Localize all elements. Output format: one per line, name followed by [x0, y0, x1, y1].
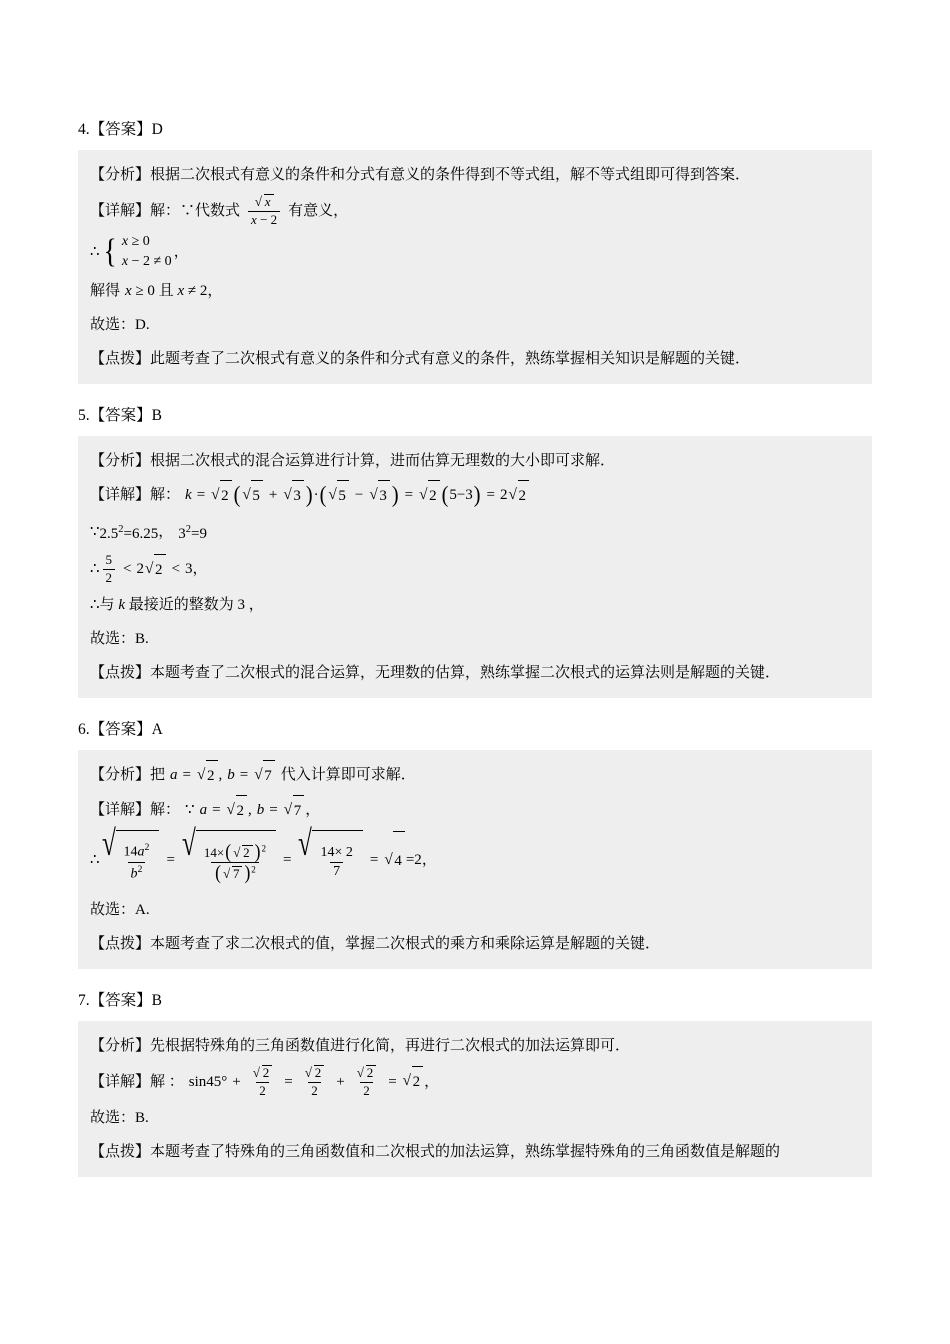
choice-row-6 — [90, 895, 860, 925]
detail-prefix-5: 解： — [150, 487, 181, 504]
detail-formula-4b: 有意义， — [288, 202, 349, 219]
detail-tag-6: 【详解】 — [90, 802, 151, 819]
analysis-tag-6: 【分析】 — [90, 767, 151, 784]
comma-5b: ， — [192, 561, 208, 578]
detail-row-5-range: ∴ $\frac{5}{2}$ < 2 √ 2 < 3 ， — [90, 553, 860, 586]
therefore-symbol-5b: ∴ — [90, 596, 100, 613]
hint-tag-7: 【点拨】 — [90, 1143, 151, 1160]
sqrt-14a2-over-b2: √ $\frac{14a^2}{b^2}$ — [102, 830, 160, 891]
detail-row-4-system — [90, 232, 860, 272]
solution-item-4 — [78, 112, 872, 384]
because-symbol-5: ∵ — [90, 523, 100, 540]
comma-5: ， — [158, 523, 174, 540]
analysis-tag-7: 【分析】 — [90, 1037, 151, 1054]
sqrt-2-result: √ 2 — [403, 1066, 424, 1097]
system-line-2: x − 2 ≠ 0 — [121, 253, 172, 269]
choice-text-4: 故选：D. — [90, 316, 150, 333]
sqrt-5: √ 5 — [242, 480, 263, 511]
explanation-block-6 — [78, 750, 872, 969]
analysis-text-7: 先根据特殊角的三角函数值进行化简，再进行二次根式的加法运算即可． — [150, 1037, 631, 1054]
sqrt-14x2-over-7-expanded: √ $\frac{14\times( √ 2 )^2}{( √ 7 )^2}$ — [182, 830, 276, 891]
analysis-text-5: 根据二次根式的混合运算进行计算，进而估算无理数的大小即可求解． — [150, 452, 616, 469]
solution-4: x ≥ 0 且 x ≠ 2 — [125, 282, 208, 299]
fraction-sqrtx-over-x-minus-2: √ $\frac{x}{x - 2}$ — [248, 194, 280, 228]
fraction-sqrt2-over-2-c: √ $\frac{2}{2}$ — [353, 1065, 381, 1099]
hint-text-4: 此题考查了二次根式有意义的条件和分式有意义的条件，熟练掌握相关知识是解题的关键． — [150, 350, 751, 367]
analysis-tag-5: 【分析】 — [90, 452, 151, 469]
hint-row-6 — [90, 929, 860, 959]
hint-tag-5: 【点拨】 — [90, 664, 151, 681]
system-line-1: x ≥ 0 — [121, 233, 150, 249]
detail-row-5-nearest: ∴ 与 k 最接近的整数为 3 ， — [90, 590, 860, 620]
sin45-term: sin45° — [188, 1073, 228, 1090]
choice-text-6: 故选：A. — [90, 901, 150, 918]
detail-row-6-calc: ∴ √ $\frac{14a^2}{b^2}$ = √ $\frac{14\times( √ 2 )^2}{( √ 7 )^2}$ = √ $\frac{14\times 2}{7}$ = √ 4 =2 ， — [90, 830, 860, 891]
sqrt-2-b: √ 2 — [419, 480, 440, 511]
analysis-row-4 — [90, 160, 860, 190]
solution-item-6 — [78, 712, 872, 969]
detail-prefix-7: 解 ： — [150, 1073, 184, 1090]
sqrt-2: √ 2 — [211, 480, 232, 511]
sqrt-14x2-over-7: √ $\frac{14\times 2}{7}$ — [298, 830, 362, 891]
comma-4: ， — [173, 243, 189, 260]
answer-line-4: 4.【答案】D — [78, 121, 163, 138]
choice-text-5: 故选：B. — [90, 630, 149, 647]
hint-tag-6: 【点拨】 — [90, 935, 151, 952]
detail-row-4-solution — [90, 276, 860, 306]
therefore-symbol-6: ∴ — [90, 852, 100, 869]
fraction-sqrt2-over-2-a: √ $\frac{2}{2}$ — [249, 1065, 277, 1099]
therefore-symbol-5: ∴ — [90, 561, 100, 578]
detail-tag-7: 【详解】 — [90, 1073, 151, 1090]
solution-item-5 — [78, 398, 872, 698]
detail-row-7: 【详解】 解 ： sin45° + √ $\frac{2}{2}$ = √ $\frac{2}{2}$ + √ $\frac{2}{2}$ = √ 2 ， — [90, 1065, 860, 1099]
detail-prefix-4: 解： — [150, 202, 181, 219]
answer-line-7: 7.【答案】B — [78, 991, 162, 1009]
detail-row-5-estimate: ∵ $2.5^2=6.25$ ， $3^2=9$ — [90, 515, 860, 549]
choice-row-4 — [90, 310, 860, 340]
detail-formula-4a: ∵代数式 — [180, 202, 241, 219]
solve-label-4: 解得 — [90, 282, 121, 299]
hint-text-6: 本题考查了求二次根式的值，掌握二次根式的乘方和乘除运算是解题的关键． — [150, 935, 661, 952]
sqrt-7-b: √ 7 — [284, 795, 305, 826]
detail-tag-5: 【详解】 — [90, 487, 151, 504]
hint-row-7 — [90, 1137, 860, 1167]
sqrt-5-b: √ 5 — [328, 480, 349, 511]
analysis-row-6: 【分析】 把 a = √ 2 , b = √ 7 代入计算即可求解． — [90, 760, 860, 791]
sqrt-2-e: √ 2 — [197, 760, 218, 791]
explanation-block-4 — [78, 150, 872, 384]
analysis-text-4: 根据二次根式有意义的条件和分式有意义的条件得到不等式组，解不等式组即可得到答案． — [150, 167, 751, 183]
fraction-5-over-2: $\frac{5}{2}$ — [103, 553, 116, 586]
hint-text-5: 本题考查了二次根式的混合运算，无理数的估算，熟练掌握二次根式的运算法则是解题的关键． — [150, 664, 781, 681]
therefore-symbol-4: ∴ — [90, 243, 100, 260]
sqrt-7: √ 7 — [254, 760, 275, 791]
detail-row-6: 【详解】 解： ∵ a = √ 2 , b = √ 7 ， — [90, 795, 860, 826]
analysis-row-5 — [90, 446, 860, 476]
detail-row-5: 【详解】 解： k = √ 2 ( √ 5 + √ 3 ) · ( √ 5 − √ 3 ) = √ 2 ( 5 − 3 ) = 2 √ 2 — [90, 480, 860, 511]
choice-row-5 — [90, 624, 860, 654]
because-symbol-6: ∵ — [185, 802, 195, 819]
explanation-block-7 — [78, 1021, 872, 1177]
variable-k: k — [185, 487, 192, 504]
answer-line-6: 6.【答案】A — [78, 720, 163, 738]
explanation-block-5 — [78, 436, 872, 698]
sqrt-2-c: √ 2 — [509, 480, 530, 511]
sqrt-3-b: √ 3 — [369, 480, 390, 511]
answer-line-5: 5.【答案】B — [78, 406, 162, 424]
detail-row-4 — [90, 194, 860, 228]
detail-tag-4: 【详解】 — [90, 202, 151, 219]
choice-row-7 — [90, 1103, 860, 1133]
comma-4b: ， — [207, 282, 223, 299]
hint-row-4 — [90, 344, 860, 374]
hint-row-5 — [90, 658, 860, 688]
inequality-system-4: { x ≥ 0 x − 2 ≠ 0 — [103, 232, 172, 270]
sqrt-3: √ 3 — [283, 480, 304, 511]
sqrt-2-f: √ 2 — [227, 795, 248, 826]
analysis-row-7 — [90, 1031, 860, 1061]
hint-tag-4: 【点拨】 — [90, 350, 151, 367]
detail-prefix-6: 解： — [150, 802, 181, 819]
sqrt-4: √ 4 — [384, 831, 405, 890]
solution-item-7 — [78, 983, 872, 1177]
sqrt-2-d: √ 2 — [145, 554, 166, 585]
analysis-tag-4: 【分析】 — [90, 167, 151, 183]
fraction-sqrt2-over-2-b: √ $\frac{2}{2}$ — [301, 1065, 329, 1099]
hint-text-7: 本题考查了特殊角的三角函数值和二次根式的加法运算，熟练掌握特殊角的三角函数值是解题的 — [150, 1143, 781, 1160]
choice-text-7: 故选：B. — [90, 1109, 149, 1126]
